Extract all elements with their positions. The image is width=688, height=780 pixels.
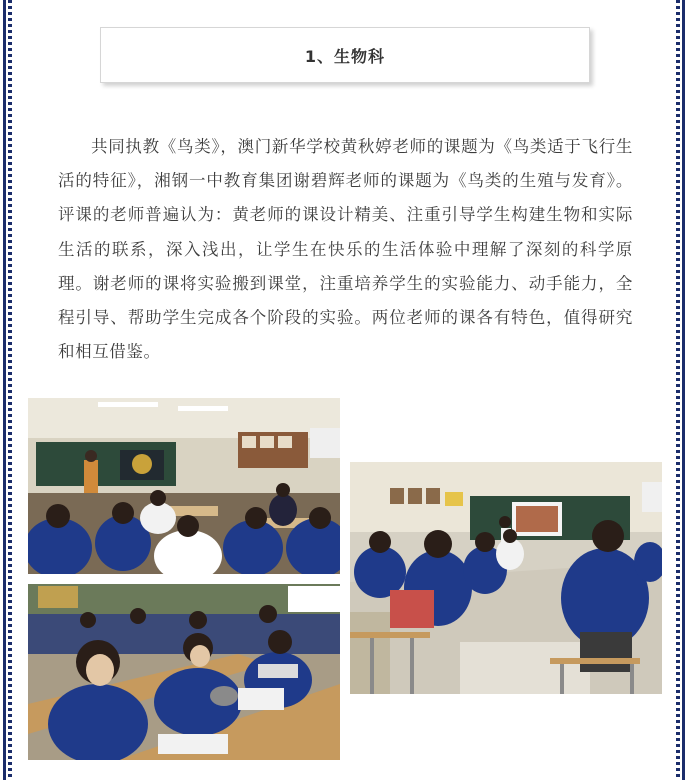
students-dissection-photo (28, 584, 340, 760)
left-border-decoration (8, 0, 12, 780)
classroom-lecture-photo (28, 398, 340, 574)
section-title: 1、生物科 (304, 46, 386, 66)
classroom-back-view-photo (350, 462, 662, 694)
right-border-decoration (676, 0, 680, 780)
body-paragraph: 共同执教《鸟类》，澳门新华学校黄秋婷老师的课题为《鸟类适于飞行生活的特征》，湘钢一中教育集团谢碧辉老师的课题为《鸟类的生殖与发育》。评课的老师普遍认为：黄老师的课设计精美、注重引导学生构建生物和实际生活的联系，深入浅出，让学生在快乐的生活体验中理解了深刻的科学原理。谢老师的课将实验搬到课堂，注重培养学生的实验能力、动手能力，全程引导、帮助学生完成各个阶段的实验。两位老师的课各有特色，值得研究和相互借鉴。 (58, 137, 633, 362)
section-heading-box (100, 27, 590, 83)
